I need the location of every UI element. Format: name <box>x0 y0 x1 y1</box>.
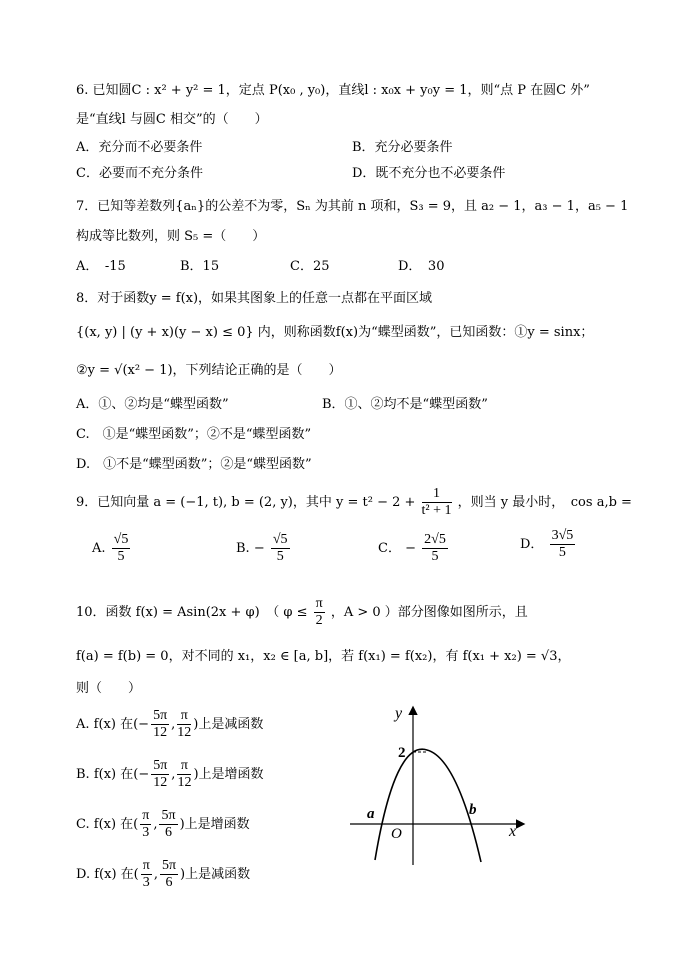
q7-option-d: D． 30 <box>398 259 445 274</box>
q10-option-c: C. f(x) 在( $\frac{\pi}{3}$ , $\frac{5\pi}{6}$ )上是增函数 <box>76 808 250 840</box>
q9-option-a <box>92 532 132 565</box>
q10-option-b-d2: 12 <box>177 775 192 790</box>
q10-function-graph <box>345 700 535 870</box>
q10-option-c-n1: π <box>142 808 150 823</box>
q10-option-a-frac2 <box>177 708 191 741</box>
q9-option-b-num: √5 <box>272 532 288 547</box>
q10-option-b-frac1 <box>151 758 169 791</box>
q10-option-a-post: )上是减函数 <box>193 717 264 732</box>
q10-option-d-post: )上是减函数 <box>180 867 251 882</box>
q9-stem <box>76 486 632 519</box>
q9-option-b-fraction <box>271 532 290 565</box>
q8-option-a: A．①、②均是“蝶型函数” <box>76 397 229 412</box>
q10-option-d-n2: 5π <box>161 858 177 873</box>
q6-option-d: D．既不充分也不必要条件 <box>352 166 506 181</box>
q10-option-d-d2: 6 <box>165 875 173 890</box>
q8-stem: 8．对于函数y = f(x)，如果其图象上的任意一点都在平面区域 <box>76 291 433 306</box>
q9-option-a-fraction <box>112 532 131 565</box>
q9-option-c-num: 2√5 <box>424 532 446 547</box>
q9-option-b <box>236 532 292 565</box>
q10-option-a-n1: 5π <box>153 708 168 723</box>
q8-option-c: C. ①是“蝶型函数”；②不是“蝶型函数” <box>76 427 312 442</box>
q9-option-a-den: 5 <box>117 549 125 564</box>
q10-option-a-label: A. <box>76 717 90 732</box>
origin-label: O <box>391 826 402 842</box>
q10-stem-frac-den: 2 <box>315 613 323 628</box>
q10-option-d-label: D. <box>76 867 91 882</box>
q6-stem: 6. 已知圆C : x² + y² = 1，定点 P(x₀ , y₀)，直线l : x₀x + y₀y = 1，则“点 P 在圆C 外” <box>76 83 590 98</box>
q10-option-a: A. f(x) 在(− $\frac{5\pi}{12}$ , $\frac{\pi}{12}$ )上是减函数 <box>76 708 264 740</box>
q10-stem-part1: 10．函数 f(x) = Asin(2x + φ) （ φ ≤ <box>76 605 308 620</box>
q7-stem: 7．已知等差数列{aₙ}的公差不为零，Sₙ 为其前 n 项和，S₃ = 9，且 a₂ − 1，a₃ − 1，a₅ − 1 <box>76 199 629 214</box>
q10-option-c-label: C. <box>76 817 90 832</box>
q9-option-c-label: C． <box>378 541 401 556</box>
q10-option-b: B. f(x) 在(− $\frac{5\pi}{12}$ , $\frac{\pi}{12}$ )上是增函数 <box>76 758 264 790</box>
q6-stem-line2: 是“直线l 与圆C 相交”的（ ） <box>76 112 268 127</box>
q7-option-b: B．15 <box>180 259 220 274</box>
q10-option-b-n2: π <box>177 758 191 775</box>
q10-option-d-n1: π <box>142 858 150 873</box>
q10-option-c-pre: f(x) 在( <box>93 817 139 832</box>
q9-option-b-label: B. <box>236 541 250 556</box>
sine-curve <box>375 749 481 862</box>
q7-option-a: A． -15 <box>76 259 126 274</box>
q10-option-a-pre: f(x) 在(− <box>93 717 150 732</box>
q10-stem-line3: 则（ ） <box>76 681 142 696</box>
q10-option-b-post: )上是增函数 <box>193 767 264 782</box>
q10-stem-frac-num: π <box>315 596 323 611</box>
q10-option-c-n2: 5π <box>161 808 176 823</box>
q8-stem-line2: {(x, y) | (y + x)(y − x) ≤ 0} 内，则称函数f(x)为“蝶型函数”，已知函数：①y = sinx； <box>76 325 594 340</box>
x-axis-label: x <box>509 823 517 840</box>
q10-stem-part2: ，A > 0 ）部分图像如图所示，且 <box>330 605 528 620</box>
q9-option-b-sign: − <box>253 541 265 556</box>
q6-option-a: A．充分而不必要条件 <box>76 140 203 155</box>
q10-option-c-frac1 <box>140 808 151 841</box>
q10-option-d: D. f(x) 在( $\frac{\pi}{3}$ , $\frac{5\pi}{6}$ )上是减函数 <box>76 858 251 890</box>
q6-option-b: B．充分必要条件 <box>352 140 453 155</box>
q7-stem-line2: 构成等比数列，则 S₅ =（ ） <box>76 229 266 244</box>
q10-option-d-pre: f(x) 在( <box>94 867 139 882</box>
q10-option-b-frac2 <box>177 758 191 791</box>
peak-value-label: 2 <box>398 745 406 761</box>
q10-option-c-d1: 3 <box>142 825 150 840</box>
q9-option-d <box>520 528 577 561</box>
q8-stem-line3: ②y = √(x² − 1)，下列结论正确的是（ ） <box>76 363 342 378</box>
q6-option-c: C．必要而不充分条件 <box>76 166 203 181</box>
q10-option-c-d2: 6 <box>165 825 173 840</box>
q9-frac-den: t² + 1 <box>421 503 452 518</box>
q10-option-c-frac2 <box>159 808 177 841</box>
q9-option-d-num: 3√5 <box>551 528 574 543</box>
q10-option-d-frac2 <box>160 858 178 891</box>
q10-option-a-d2: 12 <box>177 725 192 740</box>
q9-option-d-label: D． <box>520 537 544 552</box>
q9-option-a-label: A. <box>92 541 106 556</box>
q10-option-b-label: B. <box>76 767 90 782</box>
q8-option-d: D. ①不是“蝶型函数”；②是“蝶型函数” <box>76 457 312 472</box>
q10-option-b-d1: 12 <box>153 775 168 790</box>
point-a-label: a <box>367 806 375 822</box>
q9-frac-num: 1 <box>422 486 452 503</box>
q9-stem-part2: ，则当 y 最小时， cos a,b = <box>457 495 632 510</box>
q10-option-a-n2: π <box>177 708 191 725</box>
q10-option-d-frac1 <box>141 858 152 891</box>
y-axis-label: y <box>395 705 403 722</box>
q10-option-b-pre: f(x) 在(− <box>93 767 150 782</box>
q9-option-c-den: 5 <box>431 549 439 564</box>
q10-stem-line2: f(a) = f(b) = 0，对不同的 x₁，x₂ ∈ [a, b]，若 f(x₁) = f(x₂)，有 f(x₁ + x₂) = √3， <box>76 649 571 664</box>
q9-option-c <box>378 532 450 565</box>
q9-option-c-sign: − <box>405 541 416 556</box>
q9-option-c-fraction <box>422 532 448 565</box>
q10-option-b-n1: 5π <box>153 758 168 773</box>
q9-option-a-num: √5 <box>113 532 129 547</box>
q10-stem-fraction <box>314 596 325 629</box>
q7-option-c: C．25 <box>290 259 330 274</box>
q9-option-d-den: 5 <box>558 545 566 560</box>
q9-option-d-fraction <box>550 528 576 561</box>
q10-option-a-d1: 12 <box>153 725 168 740</box>
q8-option-b: B．①、②均不是“蝶型函数” <box>322 397 488 412</box>
q10-option-d-d1: 3 <box>142 875 150 890</box>
q9-stem-part1: 9．已知向量 a = (−1, t), b = (2, y)，其中 y = t² − 2 + <box>76 495 416 510</box>
q10-option-a-frac1 <box>151 708 169 741</box>
q9-option-b-den: 5 <box>276 549 284 564</box>
point-b-label: b <box>469 802 477 818</box>
q10-option-c-post: )上是增函数 <box>179 817 250 832</box>
q9-stem-fraction <box>422 486 452 519</box>
q10-stem <box>76 596 528 629</box>
